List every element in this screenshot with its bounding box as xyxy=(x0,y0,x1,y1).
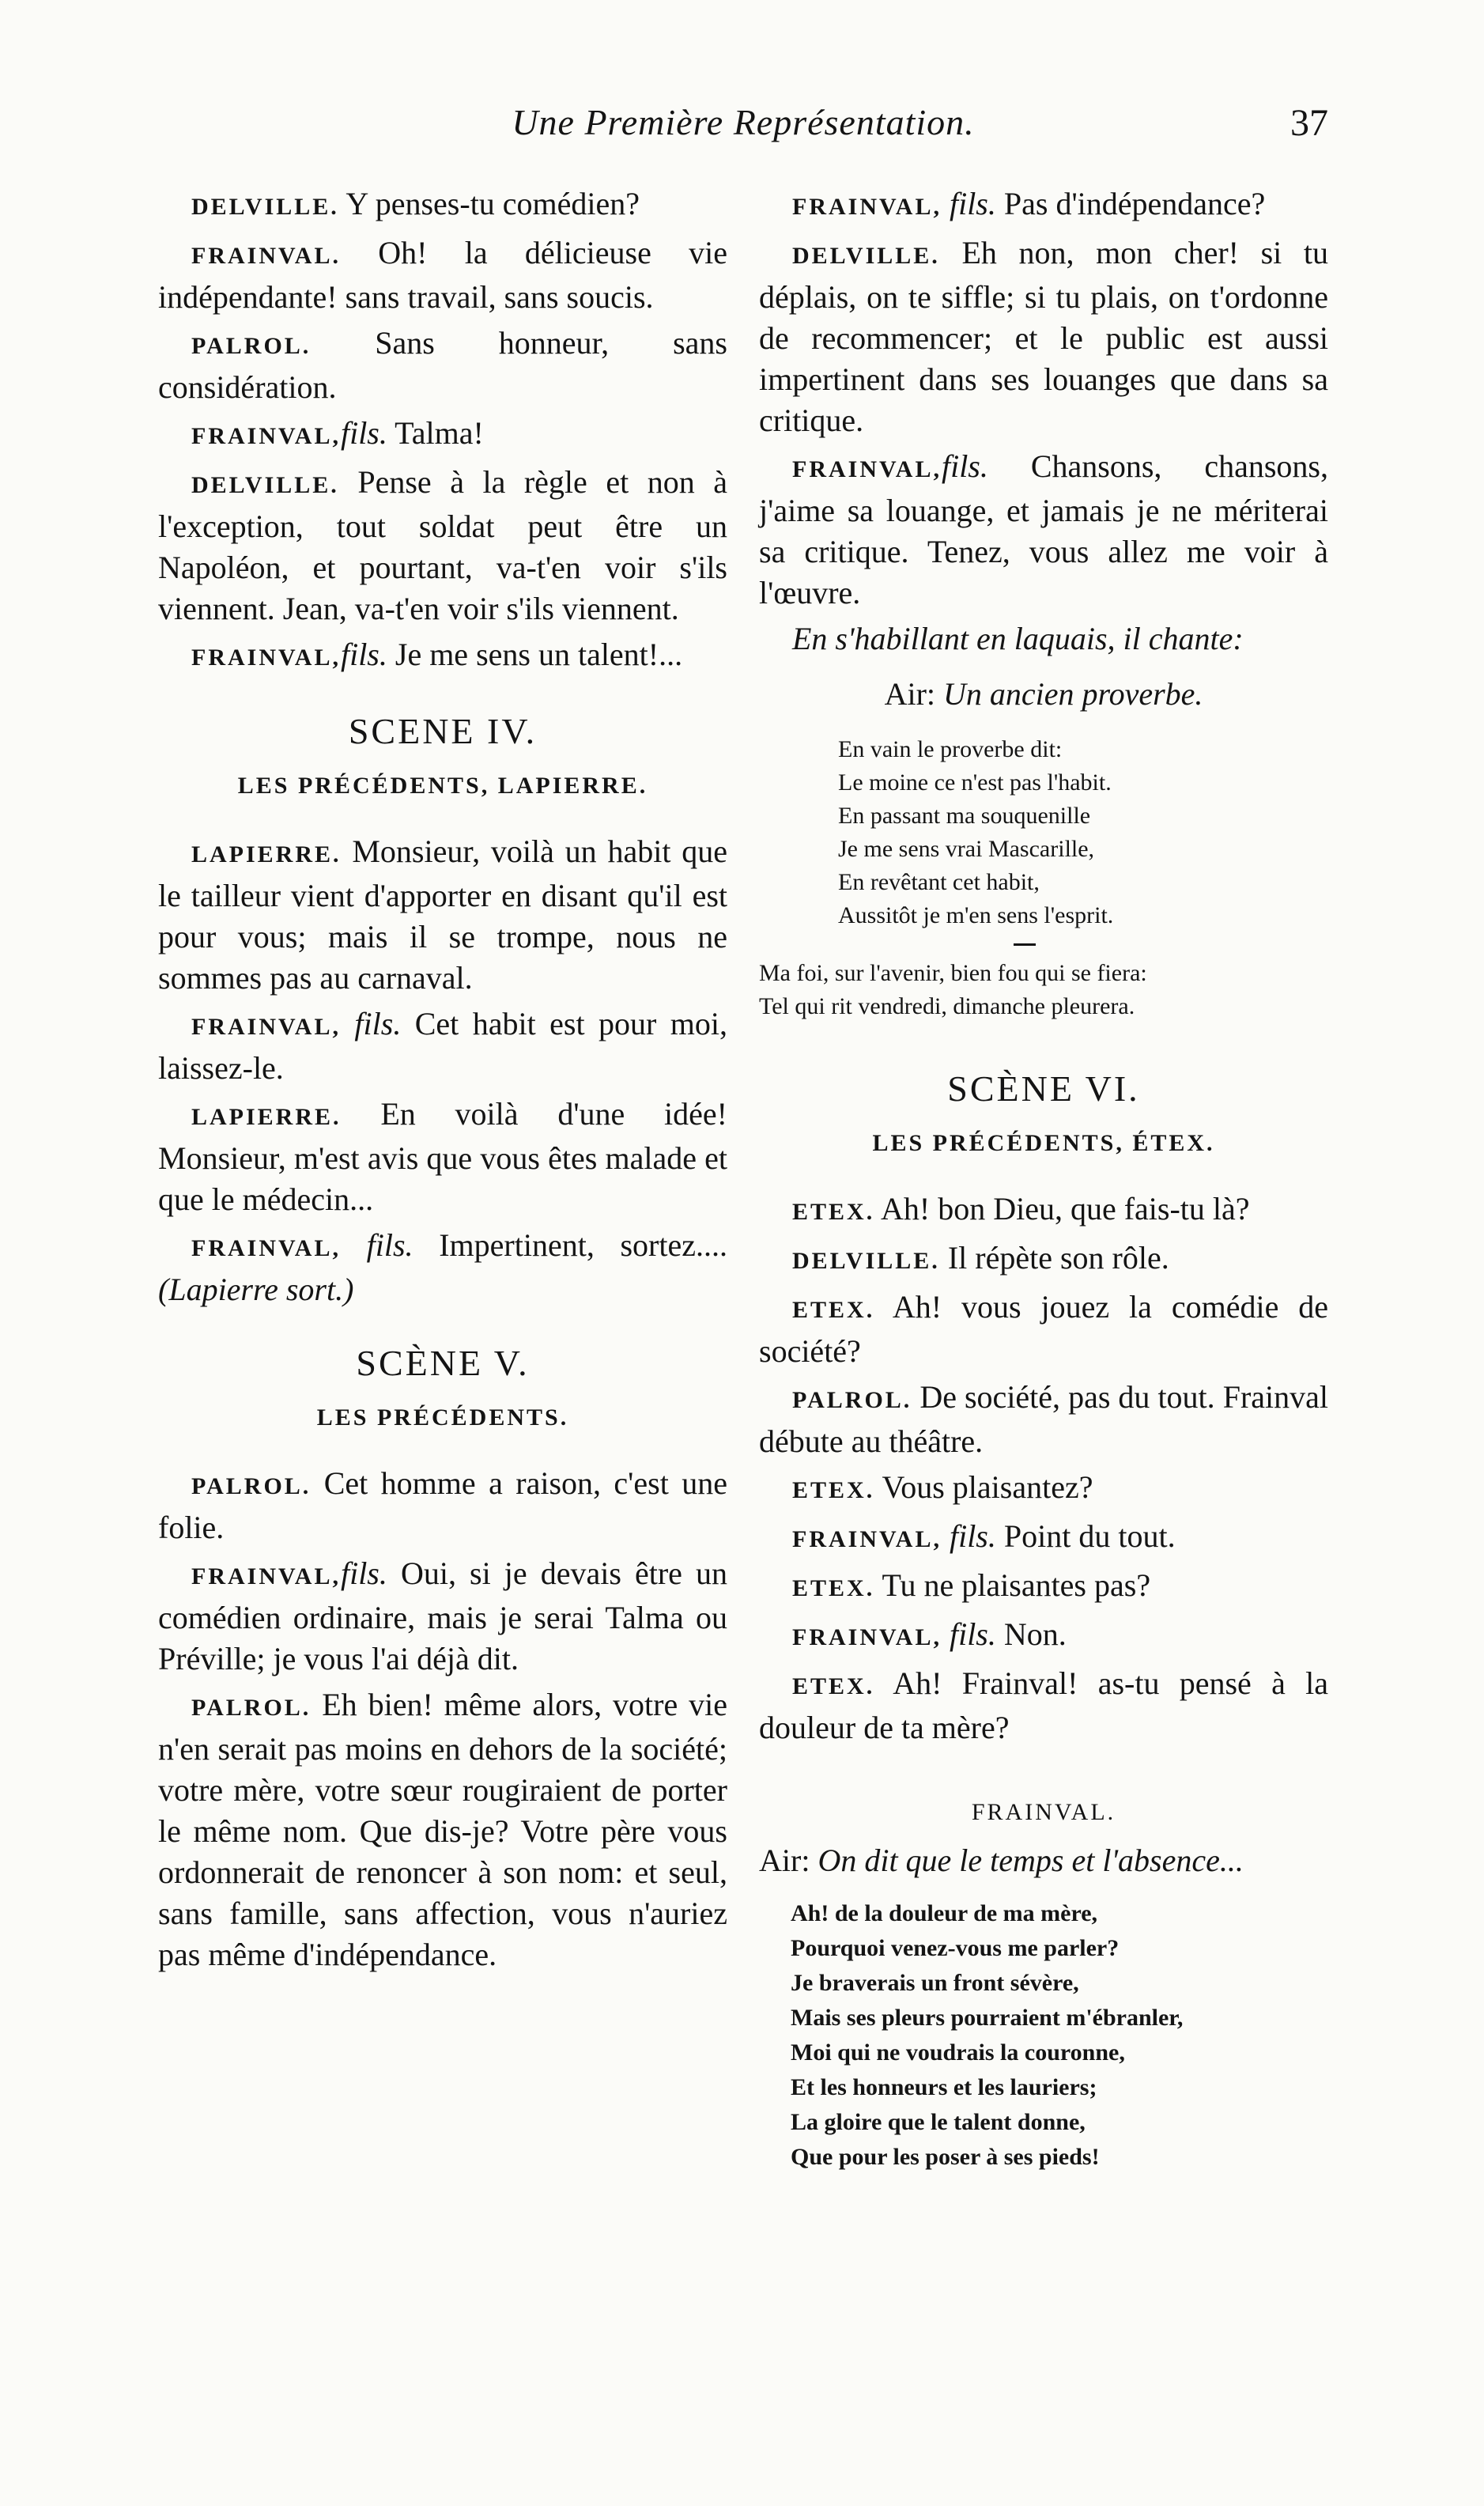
speaker-name: ETEX. xyxy=(792,1477,875,1503)
scene-heading: SCÈNE VI. xyxy=(947,1068,1140,1109)
speaker-name: DELVILLE. xyxy=(792,243,940,269)
speaker-name: PALROL. xyxy=(191,333,312,359)
speaker-name: PALROL. xyxy=(191,1473,312,1499)
speaker-name: FRAINVAL. xyxy=(191,243,341,269)
dialogue-line xyxy=(759,1189,1328,1233)
dialogue-text: Y penses-tu comédien? xyxy=(346,186,640,221)
speaker-name: DELVILLE. xyxy=(191,194,339,220)
dialogue-line xyxy=(158,1463,727,1548)
dialogue-text: Non. xyxy=(1003,1616,1067,1652)
speaker-qualifier: fils. xyxy=(949,186,996,221)
speaker-qualifier: fils. xyxy=(340,1555,387,1591)
speaker-name: LAPIERRE. xyxy=(191,841,342,867)
dialogue-text: Sans honneur, sans considération. xyxy=(158,325,727,405)
speaker-name: ETEX. xyxy=(792,1575,875,1601)
verse-line: Et les honneurs et les lauriers; xyxy=(791,2074,1097,2100)
verse-divider xyxy=(1014,943,1036,946)
verse-line: Mais ses pleurs pourraient m'ébranler, xyxy=(791,2005,1184,2031)
dialogue-text: Ah! Frainval! as-tu pensé à la douleur de ta mère? xyxy=(759,1665,1329,1745)
dialogue-line xyxy=(158,1553,727,1680)
dialogue-line xyxy=(759,183,1328,228)
speaker-qualifier: fils. xyxy=(340,637,387,672)
dialogue-text: Oh! la délicieuse vie indépendante! sans travail, sans soucis. xyxy=(158,235,727,315)
verse-line: Le moine ce n'est pas l'habit. xyxy=(838,769,1112,796)
dialogue-line xyxy=(759,1516,1328,1560)
air-label: Air: xyxy=(884,676,935,712)
speaker-name: ETEX. xyxy=(792,1297,875,1323)
dialogue-text: En voilà d'une idée! Monsieur, m'est avis que vous êtes malade et que le médecin... xyxy=(158,1096,727,1217)
dialogue-text: Il répète son rôle. xyxy=(947,1240,1169,1276)
speaker-qualifier: fils. xyxy=(340,415,387,451)
verse-line: En passant ma souquenille xyxy=(838,803,1091,829)
speaker-name: LAPIERRE. xyxy=(191,1104,342,1130)
dialogue-text: Ah! vous jouez la comédie de société? xyxy=(759,1289,1328,1369)
dialogue-line xyxy=(759,1238,1328,1282)
running-header xyxy=(158,101,1328,149)
speaker-name: FRAINVAL, xyxy=(191,1563,341,1589)
verse-line: Je me sens vrai Mascarille, xyxy=(838,836,1095,862)
verse-line: La gloire que le talent donne, xyxy=(791,2109,1086,2135)
dialogue-line xyxy=(158,1684,727,1975)
dialogue-text: Monsieur, voilà un habit que le tailleur vient d'apporter en disant qu'il est pour vous; mais il se trompe, nous ne sommes pas au carnaval. xyxy=(158,833,728,996)
speaker-name: PALROL. xyxy=(191,1695,312,1721)
dialogue-text: Talma! xyxy=(395,415,484,451)
dialogue-text: Ah! bon Dieu, que fais-tu là? xyxy=(881,1191,1250,1227)
verse-line: Je braverais un front sévère, xyxy=(791,1970,1079,1996)
dialogue-text: Pas d'indépendance? xyxy=(1003,186,1266,221)
air-title xyxy=(759,1842,1328,1879)
speaker-name: PALROL. xyxy=(792,1387,912,1413)
dialogue-line xyxy=(158,232,727,318)
scene-heading: SCENE IV. xyxy=(348,711,538,751)
dialogue-line xyxy=(158,634,727,678)
stage-direction: En s'habillant en laquais, il chante: xyxy=(792,621,1244,656)
left-column xyxy=(158,183,727,1980)
dialogue-text: De société, pas du tout. Frainval débute au théâtre. xyxy=(759,1379,1329,1459)
song-couplet xyxy=(759,957,1328,1023)
speaker-name: ETEX. xyxy=(792,1199,875,1225)
speaker-qualifier: fils. xyxy=(941,448,988,484)
verse-line: Que pour les poser à ses pieds! xyxy=(791,2144,1100,2170)
dialogue-text: Chansons, chansons, j'aime sa louange, et jamais je ne mériterai sa critique. Tenez, vous allez me voir à l'œuvre. xyxy=(759,448,1328,610)
dialogue-line xyxy=(158,413,727,457)
dialogue-text: Pense à la règle et non à l'exception, tout soldat peut être un Napoléon, et pourtant, va-t'en voir s'ils viennent. Jean, va-t'en voir s'ils viennent. xyxy=(158,464,727,626)
dialogue-text: Tu ne plaisantes pas? xyxy=(882,1567,1151,1603)
air-name: Un ancien proverbe. xyxy=(943,676,1203,712)
dialogue-text: Eh non, mon cher! si tu déplais, on te siffle; si tu plais, on t'ordonne de recommencer; et le public est aussi impertinent dans ses louanges que dans sa critique. xyxy=(759,235,1328,438)
dialogue-text: Eh bien! même alors, votre vie n'en serait pas moins en dehors de la société; votre mère, votre sœur rougiraient de porter le même nom. Que dis-je? Votre père vous ordonnerait de renoncer à son nom: et seul, sans famille, sans affection, vous n'auriez pas même d'indépendance. xyxy=(158,1687,727,1972)
air-name: On dit que le temps et l'absence... xyxy=(818,1843,1244,1878)
dialogue-text: Je me sens un talent!... xyxy=(395,637,683,672)
stage-direction: (Lapierre sort.) xyxy=(158,1272,354,1307)
speaker-qualifier: fils. xyxy=(354,1006,402,1041)
dialogue-text: Oui, si je devais être un comédien ordinaire, mais je serai Talma ou Préville; je vous l'ai déjà dit. xyxy=(158,1555,727,1676)
speaker-qualifier: fils. xyxy=(366,1227,413,1263)
song-verse xyxy=(791,1896,1328,2175)
dialogue-line xyxy=(158,183,727,228)
verse-line: En revêtant cet habit, xyxy=(838,869,1040,895)
dialogue-line xyxy=(759,446,1328,614)
dialogue-line xyxy=(158,323,727,408)
dialogue-line xyxy=(158,1225,727,1310)
speaker-name: ETEX. xyxy=(792,1673,875,1699)
dialogue-text: Cet homme a raison, c'est une folie. xyxy=(158,1465,727,1545)
speaker-name: DELVILLE. xyxy=(792,1248,940,1274)
speaker-name: DELVILLE. xyxy=(191,472,339,498)
page-number: 37 xyxy=(1290,102,1328,144)
air-title xyxy=(759,675,1328,712)
right-column xyxy=(759,183,1328,2175)
verse-line: Moi qui ne voudrais la couronne, xyxy=(791,2039,1125,2066)
dialogue-line xyxy=(759,1377,1328,1462)
dialogue-line xyxy=(158,462,727,629)
scene-characters: LES PRÉCÉDENTS. xyxy=(316,1404,569,1431)
dialogue-line xyxy=(759,232,1328,441)
speaker-qualifier: fils. xyxy=(949,1518,996,1554)
speaker-name: FRAINVAL, xyxy=(792,1624,942,1650)
dialogue-text: Point du tout. xyxy=(1003,1518,1176,1554)
dialogue-text: Cet habit est pour moi, laissez-le. xyxy=(158,1006,727,1086)
speaker-name: FRAINVAL, xyxy=(792,456,942,482)
song-speaker: FRAINVAL. xyxy=(971,1799,1116,1825)
running-title: Une Première Représentation. xyxy=(512,102,975,142)
scene-characters: LES PRÉCÉDENTS, ÉTEX. xyxy=(872,1130,1215,1156)
verse-line: Pourquoi venez-vous me parler? xyxy=(791,1935,1120,1961)
dialogue-line xyxy=(158,831,727,999)
dialogue-line xyxy=(759,1663,1328,1748)
dialogue-line xyxy=(759,1614,1328,1658)
scene-heading: SCÈNE V. xyxy=(356,1343,530,1383)
speaker-name: FRAINVAL, xyxy=(792,194,942,220)
air-label: Air: xyxy=(759,1843,810,1878)
dialogue-line xyxy=(759,1287,1328,1372)
speaker-name: FRAINVAL, xyxy=(792,1526,942,1552)
verse-line: Ma foi, sur l'avenir, bien fou qui se fiera: xyxy=(759,960,1147,986)
verse-line: Ah! de la douleur de ma mère, xyxy=(791,1900,1098,1926)
dialogue-line xyxy=(759,1565,1328,1609)
verse-line: Tel qui rit vendredi, dimanche pleurera. xyxy=(759,993,1135,1019)
song-verse xyxy=(838,733,1328,932)
scene-characters: LES PRÉCÉDENTS, LAPIERRE. xyxy=(237,773,648,799)
speaker-name: FRAINVAL, xyxy=(191,1014,341,1040)
speaker-qualifier: fils. xyxy=(949,1616,996,1652)
dialogue-line xyxy=(158,1094,727,1220)
verse-line: Aussitôt je m'en sens l'esprit. xyxy=(838,902,1114,928)
speaker-name: FRAINVAL, xyxy=(191,644,341,671)
dialogue-line xyxy=(158,1004,727,1089)
speaker-name: FRAINVAL, xyxy=(191,423,341,449)
dialogue-text: Impertinent, sortez.... xyxy=(439,1227,727,1263)
dialogue-line xyxy=(759,1467,1328,1511)
dialogue-text: Vous plaisantez? xyxy=(882,1469,1093,1505)
speaker-name: FRAINVAL, xyxy=(191,1235,341,1261)
verse-line: En vain le proverbe dit: xyxy=(838,736,1063,762)
